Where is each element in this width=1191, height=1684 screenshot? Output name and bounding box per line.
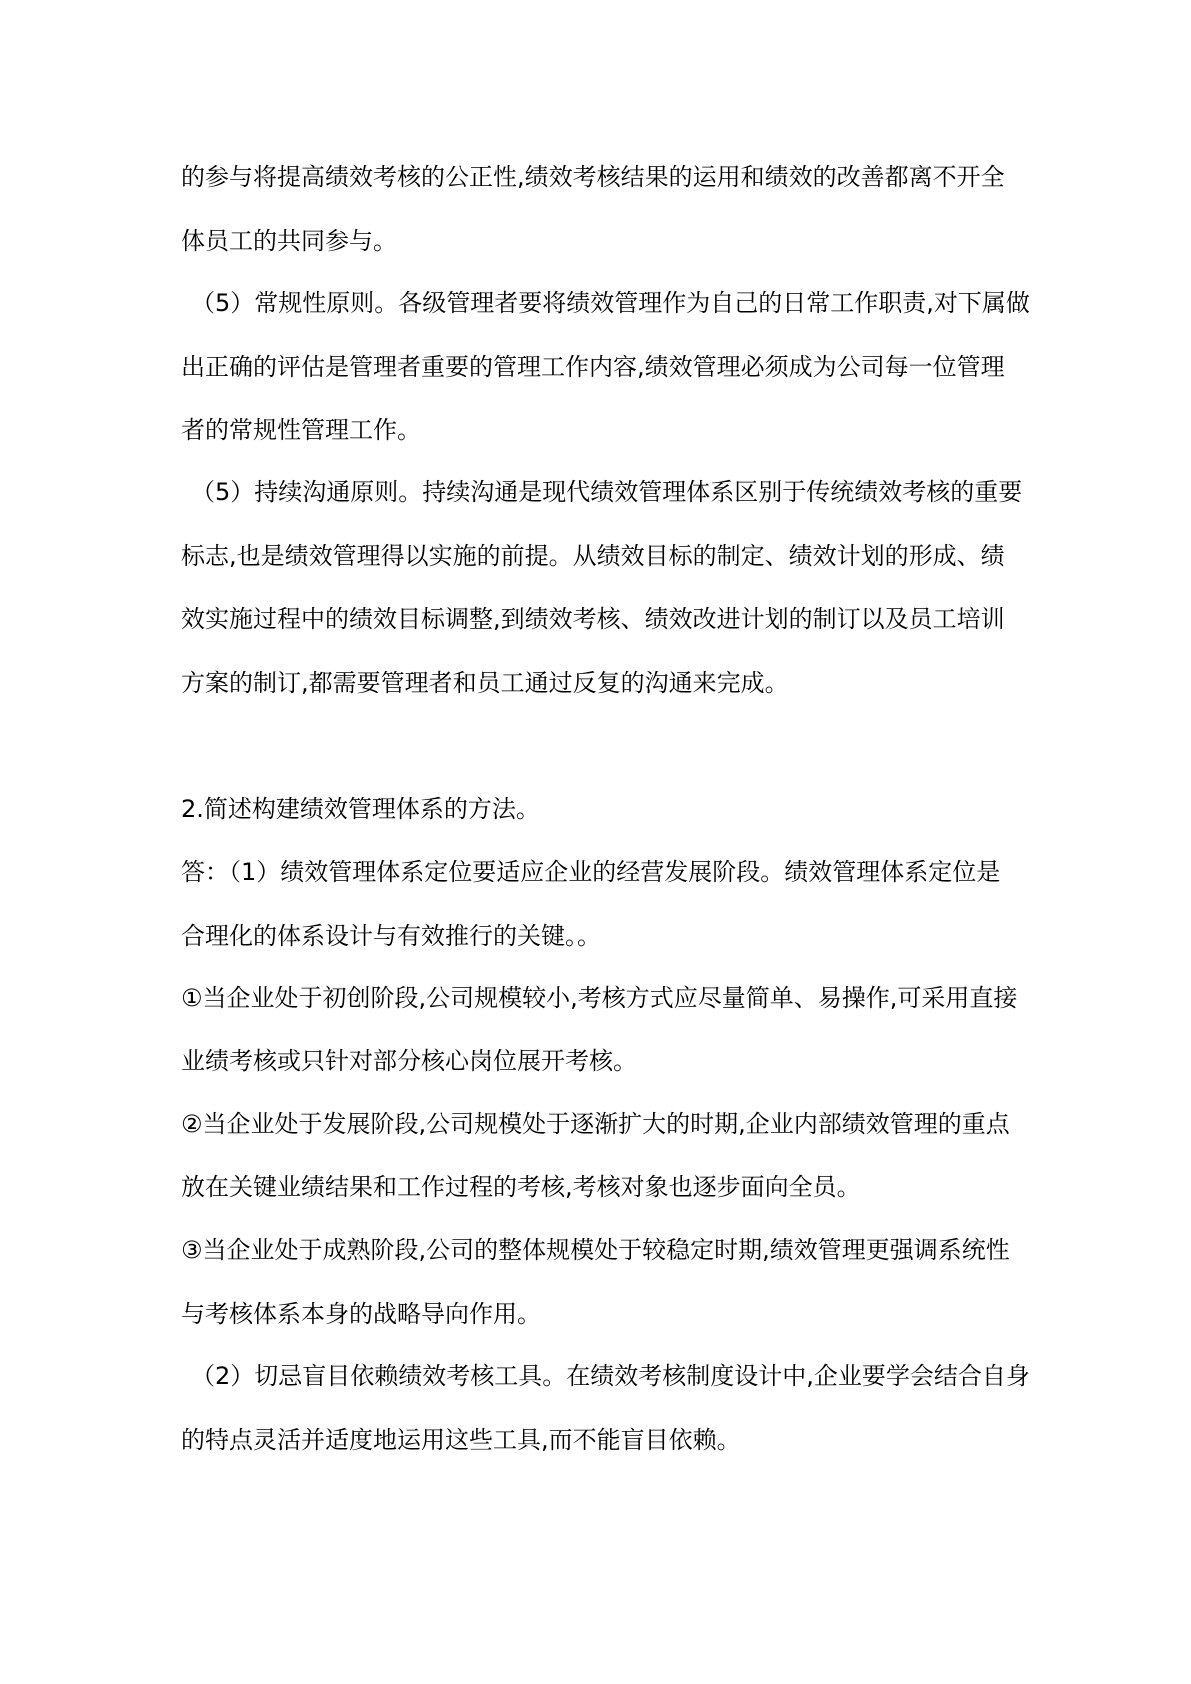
paragraph-line: 答：（1）绩效管理体系定位要适应企业的经营发展阶段。绩效管理体系定位是: [181, 858, 1001, 886]
paragraph-line: 标志,也是绩效管理得以实施的前提。从绩效目标的制定、绩效计划的形成、绩: [181, 542, 1005, 570]
paragraph-line: 业绩考核或只针对部分核心岗位展开考核。: [181, 1047, 637, 1075]
paragraph-line: 体员工的共同参与。: [181, 227, 397, 255]
paragraph-line: ②当企业处于发展阶段,公司规模处于逐渐扩大的时期,企业内部绩效管理的重点: [181, 1110, 1010, 1138]
paragraph-line: 的特点灵活并适度地运用这些工具,而不能盲目依赖。: [181, 1426, 741, 1454]
paragraph-line: （5）持续沟通原则。持续沟通是现代绩效管理体系区别于传统绩效考核的重要: [191, 478, 1023, 506]
paragraph-line: 效实施过程中的绩效目标调整,到绩效考核、绩效改进计划的制订以及员工培训: [181, 605, 1005, 633]
paragraph-line: 方案的制订,都需要管理者和员工通过反复的沟通来完成。: [181, 669, 789, 697]
paragraph-line: 合理化的体系设计与有效推行的关键。。: [181, 922, 601, 950]
section-heading: 2.简述构建绩效管理体系的方法。: [181, 795, 540, 823]
paragraph-line: 出正确的评估是管理者重要的管理工作内容,绩效管理必须成为公司每一位管理: [181, 353, 1005, 381]
paragraph-line: 放在关键业绩结果和工作过程的考核,考核对象也逐步面向全员。: [181, 1173, 861, 1201]
paragraph-line: 与考核体系本身的战略导向作用。: [181, 1300, 541, 1328]
paragraph-line: 的参与将提高绩效考核的公正性,绩效考核结果的运用和绩效的改善都离不开全: [181, 163, 1005, 191]
paragraph-line: ③当企业处于成熟阶段,公司的整体规模处于较稳定时期,绩效管理更强调系统性: [181, 1236, 1010, 1264]
paragraph-line: ①当企业处于初创阶段,公司规模较小,考核方式应尽量简单、易操作,可采用直接: [181, 984, 1018, 1012]
paragraph-line: （2）切忌盲目依赖绩效考核工具。在绩效考核制度设计中,企业要学会结合自身: [191, 1362, 1030, 1390]
paragraph-line: 者的常规性管理工作。: [181, 416, 421, 444]
paragraph-line: （5）常规性原则。各级管理者要将绩效管理作为自己的日常工作职责,对下属做: [191, 289, 1030, 317]
